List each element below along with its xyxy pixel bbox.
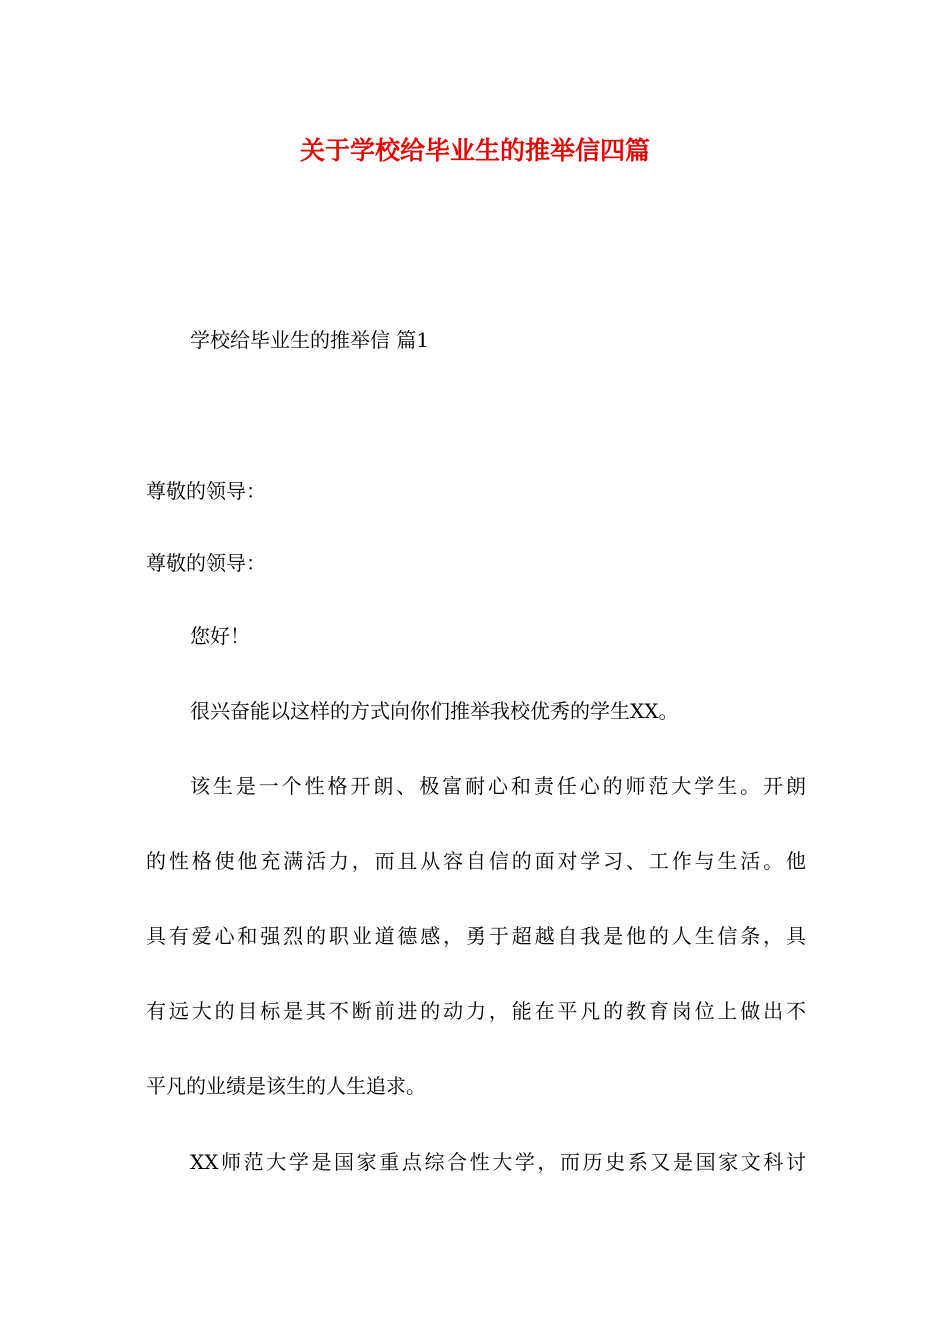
paragraph-line: 很兴奋能以这样的方式向你们推举我校优秀的学生XX。 (190, 699, 679, 723)
salutation-line: 尊敬的领导： (146, 551, 266, 575)
paragraph-line: 有远大的目标是其不断前进的动力，能在平凡的教育岗位上做出不 (146, 999, 806, 1023)
paragraph-line: 的性格使他充满活力，而且从容自信的面对学习、工作与生活。他 (146, 849, 806, 873)
greeting-line: 您好！ (190, 624, 250, 648)
paragraph-line: 平凡的业绩是该生的人生追求。 (146, 1074, 426, 1098)
paragraph-line: XX师范大学是国家重点综合性大学，而历史系又是国家文科讨 (190, 1150, 806, 1174)
document-title: 关于学校给毕业生的推举信四篇 (299, 136, 650, 165)
salutation-line: 尊敬的领导： (146, 479, 266, 503)
paragraph-line: 该生是一个性格开朗、极富耐心和责任心的师范大学生。开朗 (190, 774, 806, 798)
section-heading: 学校给毕业生的推举信 篇1 (190, 328, 430, 352)
paragraph-line: 具有爱心和强烈的职业道德感，勇于超越自我是他的人生信条，具 (146, 924, 806, 948)
